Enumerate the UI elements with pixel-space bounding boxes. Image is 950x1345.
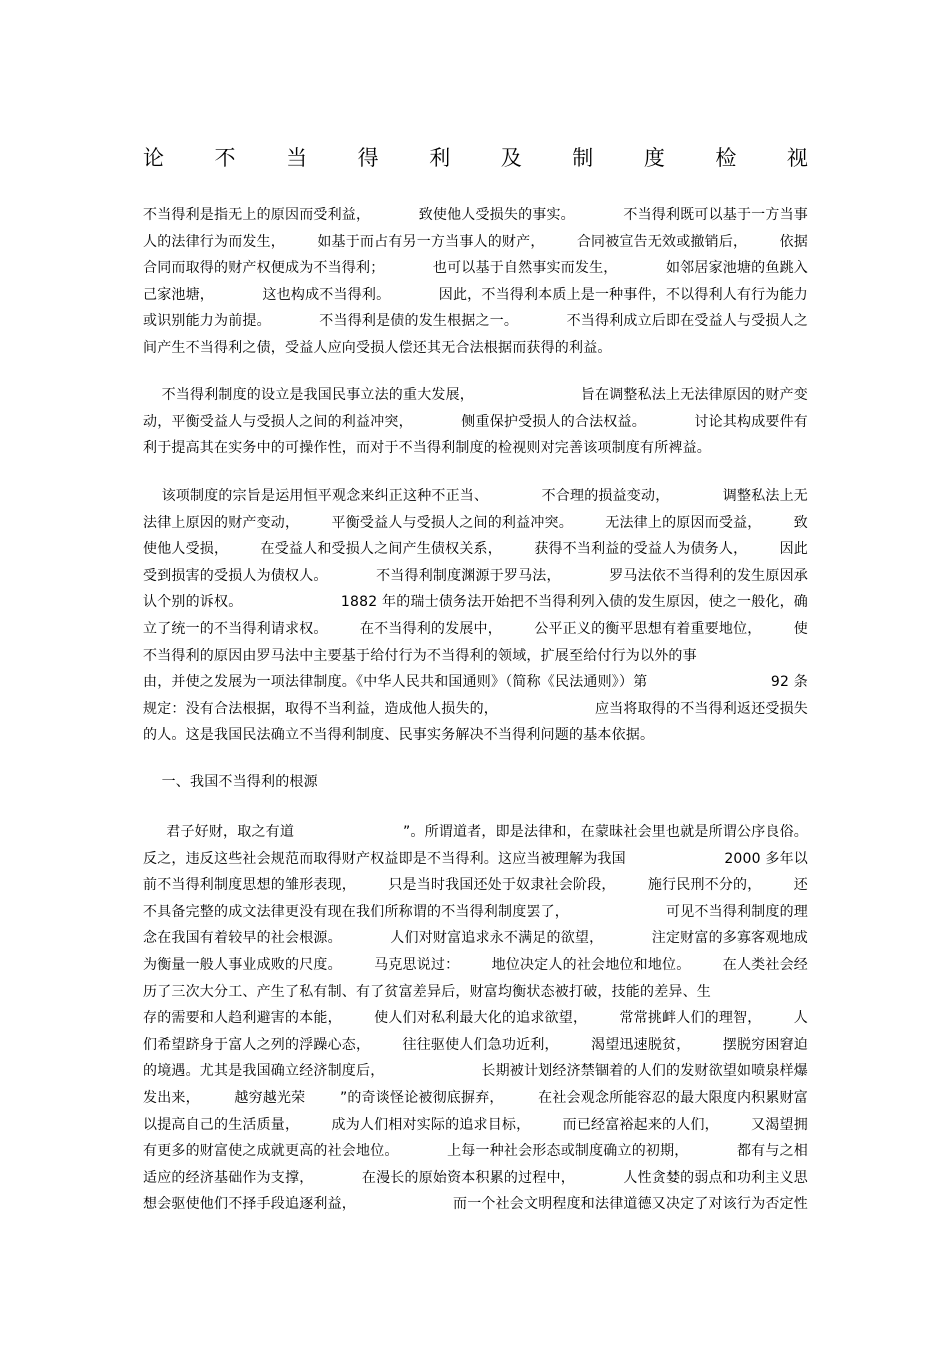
- text-segment: 一、我国不当得利的根源: [143, 774, 318, 790]
- text-segment: 适应的经济基础作为支撑，: [143, 1169, 314, 1186]
- text-segment: 渴望迅速脱贫，: [591, 1036, 691, 1053]
- text-segment: 念在我国有着较早的社会根源。: [143, 930, 342, 947]
- text-line: [143, 513, 808, 533]
- text-segment: 使他人受损，: [143, 541, 229, 558]
- text-segment: 都有与之相: [736, 1143, 808, 1160]
- text-segment: 因此，不当得利本质上是一种事件，不以得利人有行为能力: [438, 286, 808, 303]
- text-segment: 公平正义的衡平思想有着重要地位，: [534, 621, 762, 637]
- text-segment: 不当得利是债的发生根据之一。: [319, 313, 519, 330]
- text-segment: 使人们对私利最大化的追求欲望，: [374, 1010, 588, 1027]
- text-line: [143, 1008, 808, 1028]
- text-line: [143, 385, 808, 405]
- text-segment: 往往驱使人们急功近利，: [402, 1036, 559, 1053]
- text-segment: 旨在调整私法上无法律原因的财产变: [580, 387, 808, 403]
- text-line: [143, 1141, 808, 1161]
- text-segment: 也可以基于自然事实而发生，: [432, 260, 618, 277]
- text-segment: 施行民刑不分的，: [647, 877, 762, 894]
- text-segment: 由，并使之发展为一项法律制度。《中华人民共和国通则》（简称《民法通则》）第: [143, 674, 648, 691]
- text-segment: 而一个社会文明程度和法律道德又决定了对该行为否定性: [453, 1196, 808, 1213]
- text-segment: 无法律上的原因而受益，: [605, 514, 762, 531]
- text-segment: 人性贪婪的弱点和功利主义思: [623, 1169, 808, 1186]
- text-segment: 的人。这是我国民法确立不当得利制度、民事实务解决不当得利问题的基本依据。: [143, 727, 655, 744]
- text-line: [143, 955, 808, 975]
- text-segment: 利于提高其在实务中的可操作性，而对于不当得利制度的检视则对完善该项制度有所裨益。: [143, 440, 711, 457]
- text-segment: 动，平衡受益人与受损人之间的利益冲突，: [143, 413, 413, 430]
- text-segment: 不合理的损益变动，: [541, 488, 670, 504]
- text-segment: 认个别的诉权。: [143, 594, 243, 611]
- text-line: [143, 822, 808, 842]
- text-segment: 2000 多年以: [724, 850, 808, 867]
- title-char: 检: [715, 146, 737, 170]
- text-segment: 如邻居家池塘的鱼跳入: [665, 260, 808, 277]
- text-line: [143, 539, 808, 559]
- text-segment: 92 条: [770, 674, 808, 691]
- text-segment: 间产生不当得利之债，受益人应向受损人偿还其无合法根据而获得的利益。: [143, 340, 612, 356]
- text-segment: 反之，违反这些社会规范而取得财产权益即是不当得利。这应当被理解为我国: [143, 850, 626, 867]
- text-segment: 历了三次大分工、产生了私有制、有了贫富差异后，财富均衡状态被打破，技能的差异、生: [143, 983, 711, 1000]
- text-line: [143, 619, 808, 639]
- text-segment: 君子好财，取之有道: [143, 824, 295, 840]
- text-line: [143, 646, 808, 666]
- text-segment: 越穷越光荣: [234, 1090, 306, 1106]
- page-title: [143, 145, 808, 171]
- text-segment: 注定财富的多寡客观地成: [651, 930, 808, 947]
- text-line: [143, 338, 808, 358]
- text-segment: 1882 年的瑞士债务法开始把不当得利列入债的发生原因，使之一般化，确: [340, 594, 808, 611]
- text-segment: 法律上原因的财产变动，: [143, 514, 300, 531]
- text-segment: 不当得利既可以基于一方当事: [623, 207, 808, 223]
- title-char: 视: [786, 146, 808, 170]
- text-line: [143, 1061, 808, 1081]
- title-char: 论: [143, 146, 164, 170]
- text-segment: 致使他人受损失的事实。: [418, 207, 575, 223]
- text-segment: 己家池塘，: [143, 286, 214, 303]
- text-line: [143, 672, 808, 692]
- text-line: [143, 1088, 808, 1108]
- text-segment: 罗马法依不当得利的发生原因承: [609, 567, 808, 584]
- text-segment: 规定：没有合法根据，取得不当利益，造成他人损失的，: [143, 700, 498, 717]
- text-segment: 或识别能力为前提。: [143, 313, 271, 330]
- text-segment: 不当得利是指无上的原因而受利益，: [143, 207, 371, 223]
- text-segment: 人们对财富追求永不满足的欲望，: [390, 930, 604, 947]
- text-line: [143, 285, 808, 305]
- text-segment: 还: [793, 877, 808, 894]
- text-line: [143, 1115, 808, 1135]
- text-segment: 致: [793, 514, 808, 531]
- text-segment: 平衡受益人与受损人之间的利益冲突。: [331, 514, 573, 531]
- title-char: 利: [429, 146, 451, 170]
- text-line: [143, 875, 808, 895]
- title-char: 当: [286, 146, 308, 170]
- text-segment: 人: [793, 1010, 808, 1027]
- text-segment: 该项制度的宗旨是运用恒平观念来纠正这种不正当、: [143, 488, 489, 504]
- text-segment: 不当得利成立后即在受益人与受损人之: [566, 313, 808, 330]
- text-segment: 依据: [779, 233, 808, 250]
- text-segment: 受到损害的受损人为债权人。: [143, 567, 328, 584]
- text-line: [143, 699, 808, 719]
- text-segment: 合同而取得的财产权便成为不当得利；: [143, 260, 385, 277]
- text-line: [143, 412, 808, 432]
- text-segment: 有更多的财富使之成就更高的社会地位。: [143, 1143, 399, 1160]
- text-segment: 侧重保护受损人的合法权益。: [461, 413, 646, 430]
- text-segment: 这也构成不当得利。: [262, 286, 391, 303]
- text-segment: 发出来，: [143, 1090, 200, 1106]
- text-segment: 不当得利制度的设立是我国民事立法的重大发展，: [143, 387, 474, 403]
- text-segment: 而已经富裕起来的人们，: [562, 1116, 719, 1133]
- text-segment: 如基于而占有另一方当事人的财产，: [317, 233, 545, 250]
- text-segment: 存的需要和人趋利避害的本能，: [143, 1010, 342, 1027]
- text-segment: 在漫长的原始资本积累的过程中，: [361, 1169, 575, 1186]
- text-segment: 应当将取得的不当得利返还受损失: [595, 700, 808, 717]
- text-segment: 调整私法上无: [722, 488, 808, 504]
- text-segment: 想会驱使他们不择手段追逐利益，: [143, 1196, 356, 1213]
- text-segment: 常常挑衅人们的理智，: [619, 1010, 762, 1027]
- text-segment: 的境遇。尤其是我国确立经济制度后，: [143, 1063, 385, 1080]
- title-char: 不: [214, 146, 236, 170]
- text-segment: 合同被宣告无效或撤销后，: [576, 233, 748, 250]
- text-segment: 可见不当得利制度的理: [666, 903, 808, 920]
- text-line: [143, 258, 808, 278]
- text-segment: 成为人们相对实际的追求目标，: [331, 1116, 531, 1133]
- text-segment: ”。所谓道者，即是法律和，在蒙昧社会里也就是所谓公序良俗。: [402, 824, 808, 840]
- text-segment: 在社会观念所能容忍的最大限度内积累财富: [538, 1090, 808, 1106]
- text-line: [143, 438, 808, 458]
- text-segment: 马克思说过：: [374, 957, 460, 973]
- text-segment: 们希望跻身于富人之列的浮躁心态，: [143, 1036, 371, 1053]
- text-line: [143, 902, 808, 922]
- text-segment: 以提高自己的生活质量，: [143, 1116, 300, 1133]
- text-line: [143, 982, 808, 1002]
- text-segment: 不具备完整的成文法律更没有现在我们所称谓的不当得利制度罢了，: [143, 903, 569, 920]
- text-segment: 使: [793, 621, 808, 637]
- title-char: 及: [500, 146, 522, 170]
- text-line: [143, 928, 808, 948]
- title-char: 得: [357, 146, 379, 170]
- text-segment: 只是当时我国还处于奴隶社会阶段，: [388, 877, 616, 894]
- text-segment: 因此: [779, 541, 808, 558]
- text-line: [143, 725, 808, 745]
- text-segment: 在不当得利的发展中，: [359, 621, 502, 637]
- text-segment: ”的奇谈怪论被彻底摒弃，: [339, 1090, 504, 1106]
- text-line: [143, 1194, 808, 1214]
- text-segment: 长期被计划经济禁锢着的人们的发财欲望如喷泉样爆: [481, 1063, 808, 1080]
- text-line: [143, 311, 808, 331]
- text-segment: 又渴望拥: [751, 1116, 808, 1133]
- text-line: [143, 772, 808, 792]
- text-line: [143, 205, 808, 225]
- text-segment: 前不当得利制度思想的雏形表现，: [143, 877, 356, 894]
- text-segment: 讨论其构成要件有: [694, 413, 808, 430]
- text-line: [143, 486, 808, 506]
- text-segment: 不当得利制度渊源于罗马法，: [376, 567, 561, 584]
- text-segment: 为衡量一般人事业成败的尺度。: [143, 957, 342, 973]
- text-line: [143, 232, 808, 252]
- text-line: [143, 1168, 808, 1188]
- text-segment: 在受益人和受损人之间产生债权关系，: [260, 541, 502, 558]
- text-segment: 立了统一的不当得利请求权。: [143, 621, 328, 637]
- text-segment: 上每一种社会形态或制度确立的初期，: [447, 1143, 689, 1160]
- text-line: [143, 849, 808, 869]
- text-segment: 摆脱穷困窘迫: [722, 1036, 808, 1053]
- text-segment: 获得不当利益的受益人为债务人，: [534, 541, 748, 558]
- text-line: [143, 1035, 808, 1055]
- title-char: 制: [572, 146, 594, 170]
- text-segment: 不当得利的原因由罗马法中主要基于给付行为不当得利的领域，扩展至给付行为以外的事: [143, 647, 697, 664]
- text-segment: 人的法律行为而发生，: [143, 233, 285, 250]
- text-line: [143, 592, 808, 612]
- text-segment: 在人类社会经: [722, 957, 808, 973]
- text-line: [143, 566, 808, 586]
- text-segment: 地位决定人的社会地位和地位。: [491, 957, 691, 973]
- title-char: 度: [643, 146, 665, 170]
